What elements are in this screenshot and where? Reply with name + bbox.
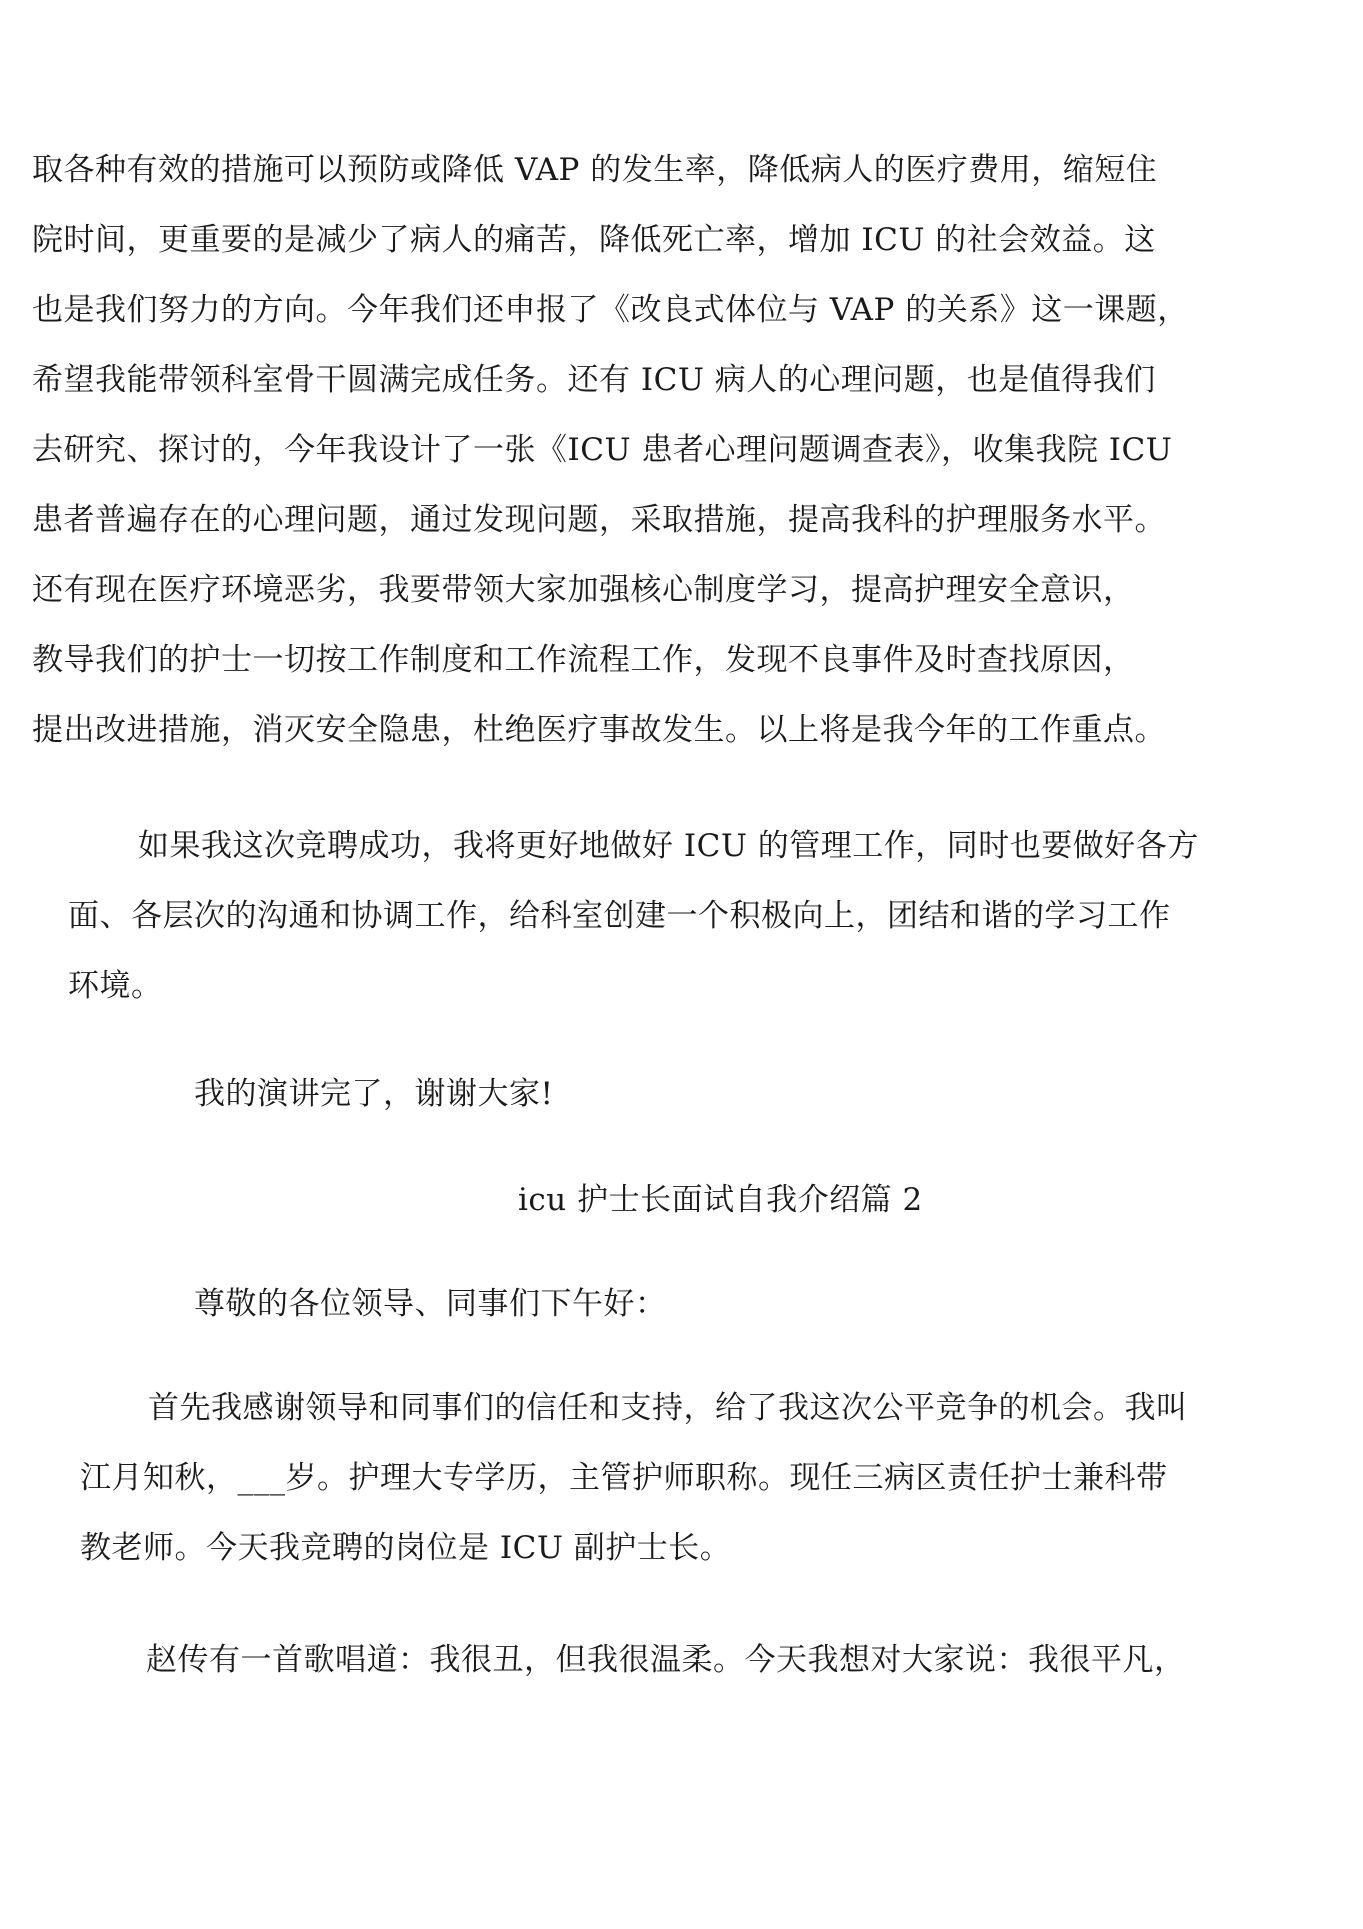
greeting-line: 尊敬的各位领导、同事们下午好： [194,1286,667,1322]
section-title: icu 护士长面试自我介绍篇 2 [518,1182,923,1218]
body-text-line: 取各种有效的措施可以预防或降低 VAP 的发生率，降低病人的医疗费用，缩短住 [32,152,1158,188]
closing-line: 我的演讲完了，谢谢大家! [194,1076,554,1112]
body-text-line: 教导我们的护士一切按工作制度和工作流程工作，发现不良事件及时查找原因， [32,642,1135,678]
body-text-line: 环境。 [68,968,163,1004]
body-text-line: 江月知秋，___岁。护理大专学历，主管护师职称。现任三病区责任护士兼科带 [80,1460,1168,1496]
body-text-line: 教老师。今天我竞聘的岗位是 ICU 副护士长。 [80,1530,732,1566]
body-text-line: 面、各层次的沟通和协调工作，给科室创建一个积极向上，团结和谐的学习工作 [68,898,1171,934]
body-text-line: 提出改进措施，消灭安全隐患，杜绝医疗事故发生。以上将是我今年的工作重点。 [32,712,1166,748]
body-text-line: 希望我能带领科室骨干圆满完成任务。还有 ICU 病人的心理问题，也是值得我们 [32,362,1156,398]
body-text-line: 首先我感谢领导和同事们的信任和支持，给了我这次公平竞争的机会。我叫 [148,1390,1188,1426]
body-text-line: 患者普遍存在的心理问题，通过发现问题，采取措施，提高我科的护理服务水平。 [32,502,1166,538]
body-text-line: 院时间，更重要的是减少了病人的痛苦，降低死亡率，增加 ICU 的社会效益。这 [32,222,1156,258]
body-text-line: 赵传有一首歌唱道：我很丑，但我很温柔。今天我想对大家说：我很平凡， [146,1642,1186,1678]
body-text-line: 还有现在医疗环境恶劣，我要带领大家加强核心制度学习，提高护理安全意识， [32,572,1135,608]
body-text-line: 去研究、探讨的，今年我设计了一张《ICU 患者心理问题调查表》，收集我院 ICU [32,432,1173,468]
body-text-line: 如果我这次竞聘成功，我将更好地做好 ICU 的管理工作，同时也要做好各方 [138,828,1199,864]
body-text-line: 也是我们努力的方向。今年我们还申报了《改良式体位与 VAP 的关系》这一课题， [32,292,1189,328]
